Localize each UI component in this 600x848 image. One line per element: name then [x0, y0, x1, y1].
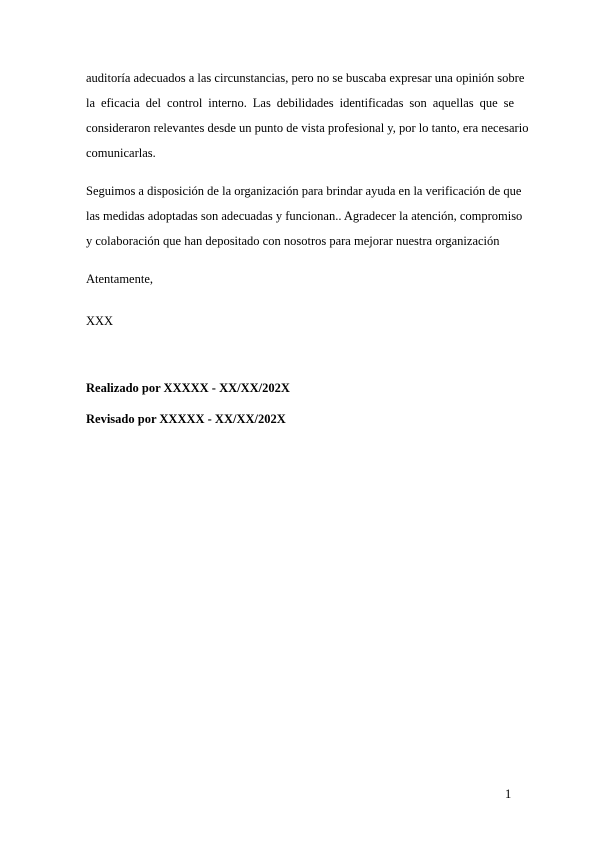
reviewed-by-line: Revisado por XXXXX - XX/XX/202X: [86, 412, 286, 426]
prepared-by-line: Realizado por XXXXX - XX/XX/202X: [86, 381, 290, 395]
paragraph-line: y colaboración que han depositado con nosotros para mejorar nuestra organización: [86, 234, 500, 248]
body-paragraph-audit-scope: [86, 66, 529, 166]
paragraph-line: consideraron relevantes desde un punto de vista profesional y, por lo tanto, era necesario: [86, 121, 529, 135]
signature-name: XXX: [86, 314, 114, 328]
page-number: 1: [505, 787, 512, 801]
closing-salutation: Atentamente,: [86, 272, 153, 286]
paragraph-line: auditoría adecuados a las circunstancias, pero no se buscaba expresar una opinión sobre: [86, 71, 525, 85]
paragraph-line: las medidas adoptadas son adecuadas y funcionan.. Agradecer la atención, compromiso: [86, 209, 523, 223]
body-paragraph-availability: [86, 179, 523, 254]
paragraph-line: comunicarlas.: [86, 146, 156, 160]
paragraph-line: Seguimos a disposición de la organización para brindar ayuda en la verificación de que: [86, 184, 522, 198]
paragraph-line: la eficacia del control interno. Las debilidades identificadas son aquellas que se: [86, 96, 514, 110]
